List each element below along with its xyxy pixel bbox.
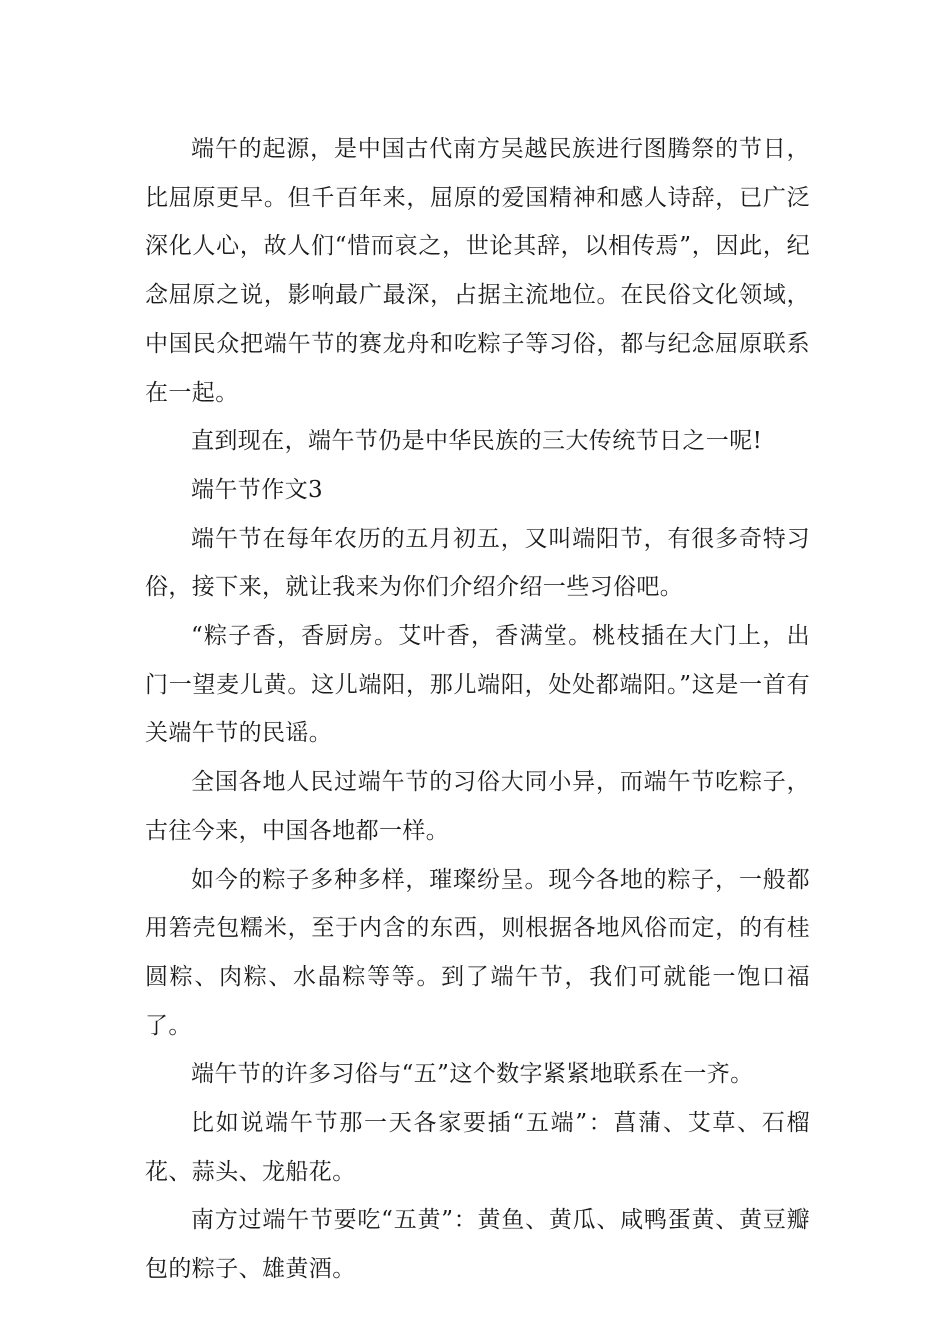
document-page [145,125,810,1294]
paragraph-zongzi: 如今的粽子多种多样，璀璨纷呈。现今各地的粽子，一般都用箬壳包糯米，至于内含的东西，则根据各地风俗而定，的有桂圆粽、肉粽、水晶粽等等。到了端午节，我们可就能一饱口福了。 [145,866,810,1039]
paragraph-number-five: 端午节的许多习俗与“五”这个数字紧紧地联系在一齐。 [191,1061,754,1088]
paragraph-origin: 端午的起源，是中国古代南方吴越民族进行图腾祭的节日，比屈原更早。但千百年来，屈原的爱国精神和感人诗辞，已广泛深化人心，故人们“惜而哀之，世论其辞，以相传焉”，因此，纪念屈原之说，影响最广最深，占据主流地位。在民俗文化领域，中国民众把端午节的赛龙舟和吃粽子等习俗，都与纪念屈原联系在一起。 [145,136,810,406]
paragraph-customs: 全国各地人民过端午节的习俗大同小异，而端午节吃粽子，古往今来，中国各地都一样。 [145,769,810,844]
essay-heading: 端午节作文3 [191,476,324,503]
paragraph-intro: 端午节在每年农历的五月初五，又叫端阳节，有很多奇特习俗，接下来，就让我来为你们介绍介绍一些习俗吧。 [145,525,810,601]
paragraph-folk-song: “粽子香，香厨房。艾叶香，香满堂。桃枝插在大门上，出门一望麦儿黄。这儿端阳，那儿端阳，处处都端阳。”这是一首有关端午节的民谣。 [145,623,810,747]
paragraph-five-huang: 南方过端午节要吃“五黄”：黄鱼、黄瓜、咸鸭蛋黄、黄豆瓣包的粽子、雄黄酒。 [145,1207,810,1283]
paragraph-five-duan: 比如说端午节那一天各家要插“五端”：菖蒲、艾草、石榴花、蒜头、龙船花。 [145,1110,810,1185]
paragraph-tradition: 直到现在，端午节仍是中华民族的三大传统节日之一呢! [191,428,763,455]
